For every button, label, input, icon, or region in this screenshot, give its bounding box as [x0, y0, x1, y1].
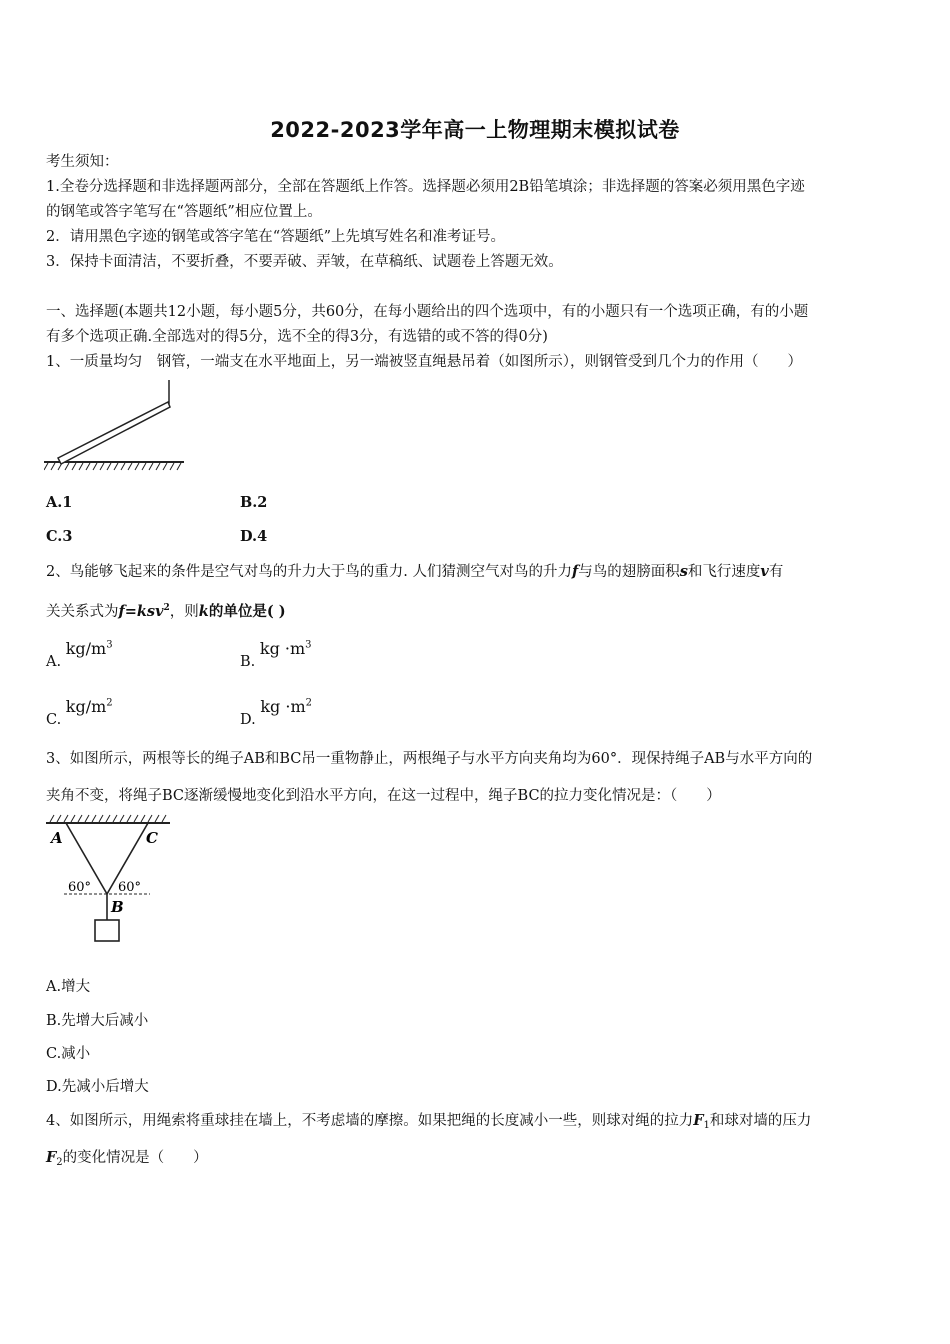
q4-var-f1: F [693, 1112, 704, 1129]
q2-option-c-unit [66, 697, 113, 716]
q2-var-s: s [679, 563, 688, 580]
q2-option-b-unit-text: kg ·m [259, 639, 306, 659]
q3-option-b: B.先增大后减小 [46, 1013, 149, 1029]
q3-stem-line2: 夹角不变，将绳子BC逐渐缓慢地变化到沿水平方向，在这一过程中，绳子BC的拉力变化情况是：（ ） [46, 788, 721, 804]
q2-var-f: f [571, 563, 579, 580]
q4-stem-line1 [46, 1111, 908, 1136]
q2-formula-exponent: 2 [163, 603, 170, 613]
q1-option-d: D.4 [240, 528, 268, 545]
q3-option-c: C.减小 [46, 1046, 91, 1062]
q4-stem-text-2: 和球对墙的压力 [709, 1113, 812, 1129]
page-title: 2022-2023学年高一上物理期末模拟试卷 [270, 118, 680, 142]
q3-stem-line1: 3、如图所示，两根等长的绳子AB和BC吊一重物静止，两根绳子与水平方向夹角均为60°．现保持绳子AB与水平方向的 [46, 751, 813, 767]
q2-option-d-exp: 2 [305, 698, 312, 709]
q4-var-f2: F [46, 1149, 57, 1166]
q2-stem-text-2: 与鸟的翅膀面积 [578, 564, 680, 580]
q2-formula: f=ksv [118, 602, 164, 620]
q2-option-d-unit [260, 697, 312, 716]
q3-angle-left: 60° [68, 880, 92, 895]
q1-option-c: C.3 [46, 528, 73, 545]
q2-stem-text-1: 2、鸟能够飞起来的条件是空气对鸟的升力大于鸟的重力. 人们猜测空气对鸟的升力 [46, 564, 572, 580]
q3-angle-right: 60° [118, 880, 142, 895]
notice-item-2: 2．请用黑色字迹的钢笔或答字笔在“答题纸”上先填写姓名和准考证号。 [46, 229, 506, 245]
section-heading-line1: 一、选择题(本题共12小题，每小题5分，共60分，在每小题给出的四个选项中，有的小题只有一个选项正确，有的小题 [46, 304, 809, 320]
q2-stem-text-4: 有 [768, 564, 784, 580]
q1-option-a: A.1 [46, 494, 73, 511]
q2-stem-text-3: 和飞行速度 [687, 564, 761, 580]
q2-stem-text-7: 的单位是( ) [208, 602, 286, 620]
q2-option-d-label: D. [240, 712, 256, 729]
q3-label-b: B [111, 898, 124, 916]
notice-item-1-cont: 的钢笔或答字笔写在“答题纸”相应位置上。 [46, 204, 322, 220]
q1-stem: 1、一质量均匀 钢管，一端支在水平地面上，另一端被竖直绳悬吊着（如图所示），则钢管受到几个力的作用（ ） [46, 354, 802, 370]
q2-stem-text-5: 关关系式为 [46, 603, 119, 620]
q4-stem-text-3: 的变化情况是（ ） [62, 1150, 208, 1166]
q2-stem-line2 [46, 598, 908, 622]
q2-option-c [46, 694, 113, 729]
q2-option-a-unit-text: kg/m [65, 639, 107, 659]
q2-option-a-exp: 3 [106, 640, 113, 651]
section-heading-line2: 有多个选项正确.全部选对的得5分，选不全的得3分，有选错的或不答的得0分) [46, 329, 548, 345]
q2-option-a-unit [66, 639, 113, 658]
q3-label-c: C [146, 829, 158, 847]
q3-option-d: D.先减小后增大 [46, 1079, 149, 1095]
notice-heading: 考生须知： [46, 154, 119, 170]
q2-option-b-exp: 3 [305, 640, 312, 651]
q2-stem-line1 [46, 562, 908, 582]
q4-stem-line2 [46, 1148, 908, 1173]
q3-label-a: A [51, 829, 63, 847]
q2-option-a-label: A. [46, 654, 62, 671]
notice-item-3: 3．保持卡面清洁，不要折叠，不要弄破、弄皱，在草稿纸、试题卷上答题无效。 [46, 254, 563, 270]
q2-option-d [240, 694, 312, 729]
q1-option-b: B.2 [240, 494, 268, 511]
q2-option-a [46, 636, 113, 671]
q2-option-c-unit-text: kg/m [65, 697, 107, 717]
q1-figure-steel-pipe [44, 378, 189, 473]
q2-option-b-unit [260, 639, 312, 658]
q2-option-c-label: C. [46, 712, 62, 729]
q3-figure-ropes [44, 814, 174, 946]
q2-stem-text-6: ，则 [169, 603, 199, 620]
q3-option-a: A.增大 [46, 979, 91, 995]
q4-stem-text-1: 4、如图所示，用绳索将重球挂在墙上，不考虑墙的摩擦。如果把绳的长度减小一些，则球对绳的拉力 [46, 1113, 694, 1129]
notice-item-1: 1.全卷分选择题和非选择题两部分，全部在答题纸上作答。选择题必须用2B铅笔填涂；非选择题的答案必须用黑色字迹 [46, 179, 805, 195]
q2-option-b [240, 636, 312, 671]
q4-sub-2: 2 [56, 1157, 63, 1168]
q2-var-k: k [198, 602, 209, 620]
q2-option-d-unit-text: kg ·m [260, 697, 306, 717]
q2-option-b-label: B. [240, 654, 256, 671]
q2-var-v: v [760, 563, 769, 580]
q2-option-c-exp: 2 [106, 698, 113, 709]
q4-sub-1: 1 [703, 1120, 710, 1131]
